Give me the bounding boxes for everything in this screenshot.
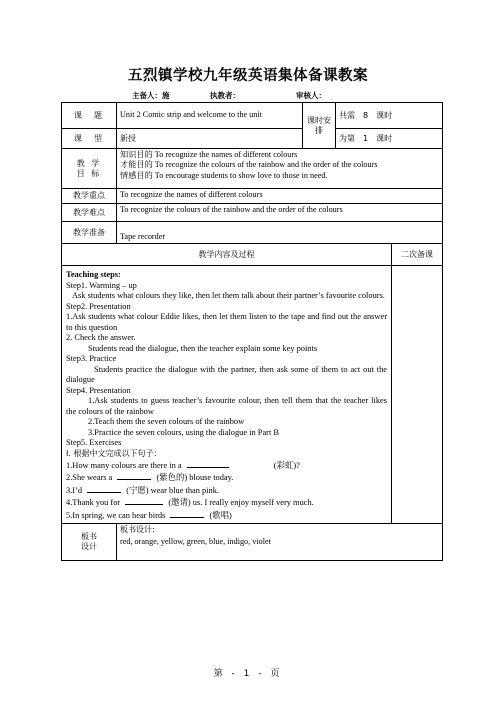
- exercise-4-blank: [125, 496, 163, 505]
- step3-title: Step3. Practice: [66, 354, 117, 363]
- type-value: 新授: [117, 129, 303, 149]
- objectives-label-line2: 目 标: [76, 168, 102, 178]
- objectives-label: [62, 149, 117, 189]
- exercise-4: [66, 496, 387, 509]
- exercise-3-blank: [87, 484, 121, 493]
- board-label: [62, 524, 117, 561]
- preparation-value: Tape recorder: [117, 222, 443, 244]
- preparer-label: 主备人：施: [132, 91, 170, 100]
- step2-detail-1: 1.Ask students what colour Eddie likes, then let them listen to the tape and find out the answer to this question: [66, 312, 387, 332]
- type-row: [62, 129, 443, 149]
- step2-detail-3: Students read the dialogue, then the teacher explain some key points: [88, 343, 318, 353]
- board-title: 板书设计:: [120, 525, 155, 534]
- step2-title: Step2. Presentation: [66, 301, 131, 311]
- exercise-3-hint: (宁愿) wear blue than pink.: [126, 485, 220, 495]
- preparation-label: 教学准备: [62, 222, 117, 244]
- current-hour: 为第 1 课时: [336, 129, 443, 149]
- process-header: 教学内容及过程: [62, 244, 392, 266]
- objectives-label-line1: 教 学: [76, 158, 102, 168]
- board-content: red, orange, yellow, green, blue, indigo, violet: [120, 537, 271, 546]
- step4-detail-1: 1.Ask students to guess teacher’s favourite colour, then tell them that the teacher likes the colours of the rainbow: [66, 396, 387, 416]
- difficulty-value: To recognize the colours of the rainbow and the order of the colours: [117, 204, 443, 222]
- objectives-value: [117, 149, 443, 189]
- step2-detail-2: 2. Check the answer.: [66, 333, 136, 342]
- page-footer: 第 - 1 - 页: [213, 669, 283, 679]
- topic-value: Unit 2 Comic strip and welcome to the unit: [117, 103, 303, 129]
- step1-detail: Ask students what colours they like, then let them talk about their partner’s favourite colours.: [72, 291, 385, 300]
- board-label-line1: 板书: [81, 532, 97, 541]
- exercise-3-text: 3.I’d: [66, 485, 83, 495]
- exercise-1-blank: [187, 459, 229, 468]
- revision-header: 二次备课: [392, 244, 443, 266]
- objective-knowledge: 知识目的 To recognize the names of different colours: [120, 150, 298, 159]
- board-design-value: [117, 524, 443, 561]
- steps-heading: Teaching steps:: [66, 270, 121, 279]
- step1-title: Step1. Warming – up: [66, 280, 137, 290]
- step4-detail-3: 3.Practice the seven colours, using the dialogue in Part B: [88, 427, 279, 437]
- exercise-2-blank: [117, 471, 151, 480]
- topic-label: 课 题: [62, 103, 117, 129]
- schedule-label: 课时安排: [303, 103, 336, 149]
- topic-row: [62, 103, 443, 129]
- objective-skill: 才能目的 To recognize the colours of the rainbow and the order of the colours: [120, 160, 378, 170]
- exercise-2-text: 2.She wears a: [66, 473, 113, 482]
- board-design-row: [62, 524, 443, 561]
- exercise-1-hint: (彩虹)?: [273, 460, 300, 470]
- total-hours: 共需 8 课时: [336, 103, 443, 129]
- objectives-row: [62, 149, 443, 189]
- step5-title: Step5. Exercises: [66, 438, 122, 447]
- teaching-steps: [62, 266, 392, 524]
- type-label: 课 型: [62, 129, 117, 149]
- exercise-2: [66, 471, 387, 484]
- exercise-1: [66, 459, 387, 472]
- difficulty-label: 教学难点: [62, 204, 117, 222]
- exercise-5-hint: (歌唱): [209, 510, 232, 520]
- revision-notes-cell: [392, 266, 443, 524]
- key-point-label: 教学重点: [62, 189, 117, 204]
- exercise-5-text: 5.In spring, we can hear birds: [66, 510, 166, 520]
- exercise-1-text: 1.How many colours are there in a: [66, 460, 182, 470]
- step4-detail-2: 2.Teach them the seven colours of the rainbow: [88, 417, 245, 426]
- exercise-4-text: 4.Thank you for: [66, 498, 121, 507]
- key-point-row: [62, 189, 443, 204]
- reviewer-label: 审核人：: [296, 91, 326, 100]
- exercise-title: I. 根据中文完成以下句子：: [66, 448, 162, 458]
- exercise-5-blank: [170, 509, 204, 518]
- exercise-3: [66, 484, 387, 497]
- step4-title: Step4. Presentation: [66, 385, 131, 395]
- process-header-row: [62, 244, 443, 266]
- key-point-value: To recognize the names of different colours: [117, 189, 443, 204]
- exercise-5: [66, 509, 387, 522]
- document-title: 五烈镇学校九年级英语集体备课教案: [128, 68, 368, 84]
- step3-detail: Students practice the dialogue with the partner, then ask some of them to act out the dialogue: [66, 364, 387, 384]
- preparation-row: [62, 222, 443, 244]
- steps-row: [62, 266, 443, 524]
- exercise-4-hint: (邀请) us. I really enjoy myself very much.: [168, 498, 314, 507]
- objective-emotion: 情感目的 To encourage students to show love to those in need.: [120, 170, 328, 180]
- lesson-plan-table: [61, 102, 443, 561]
- teacher-label: 执教者：: [210, 91, 240, 100]
- difficulty-row: [62, 204, 443, 222]
- board-label-line2: 设计: [81, 542, 97, 551]
- exercise-2-hint: (紫色的) blouse today.: [156, 473, 234, 482]
